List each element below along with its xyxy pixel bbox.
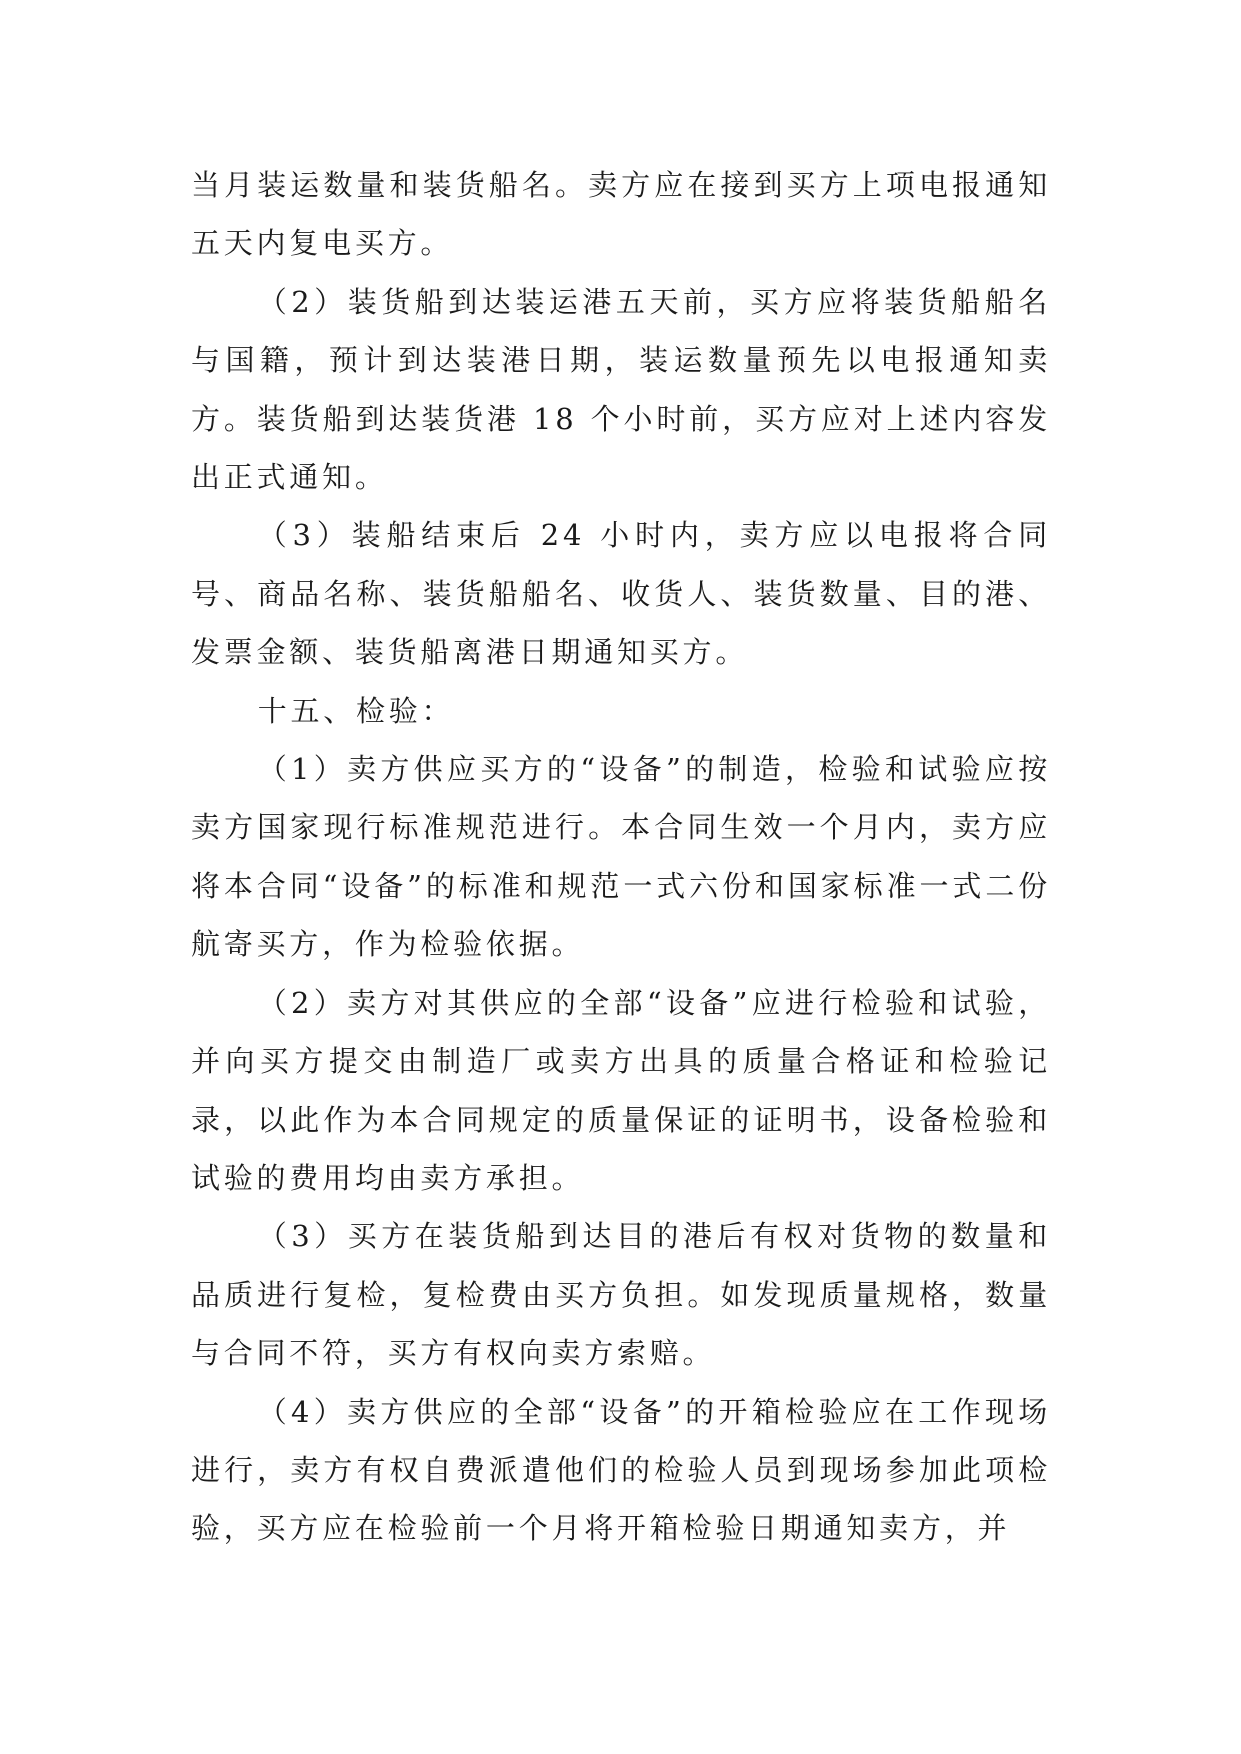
paragraph-inspection-3: （3）买方在装货船到达目的港后有权对货物的数量和品质进行复检，复检费由买方负担。如发现质量规格，数量与合同不符，买方有权向卖方索赔。 — [191, 1219, 1051, 1371]
paragraph-clause-3-loading-notice: （3）装船结束后 24 小时内，卖方应以电报将合同号、商品名称、装货船船名、收货人、装货数量、目的港、发票金额、装货船离港日期通知买方。 — [191, 518, 1051, 670]
paragraph-inspection-4: （4）卖方供应的全部“设备”的开箱检验应在工作现场进行，卖方有权自费派遣他们的检验人员到现场参加此项检验，买方应在检验前一个月将开箱检验日期通知卖方，并 — [191, 1394, 1051, 1546]
paragraph-clause-2-vessel-notice: （2）装货船到达装运港五天前，买方应将装货船船名与国籍，预计到达装港日期，装运数量预先以电报通知卖方。装货船到达装货港 18 个小时前，买方应对上述内容发出正式通知。 — [191, 284, 1051, 495]
paragraph-shipment-continued: 当月装运数量和装货船名。卖方应在接到买方上项电报通知五天内复电买方。 — [191, 168, 1051, 261]
document-body — [191, 156, 1051, 1558]
paragraph-inspection-2: （2）卖方对其供应的全部“设备”应进行检验和试验，并向买方提交由制造厂或卖方出具的质量合格证和检验记录，以此作为本合同规定的质量保证的证明书，设备检验和试验的费用均由卖方承担。 — [191, 985, 1051, 1195]
paragraph-inspection-1: （1）卖方供应买方的“设备”的制造，检验和试验应按卖方国家现行标准规范进行。本合同生效一个月内，卖方应将本合同“设备”的标准和规范一式六份和国家标准一式二份航寄买方，作为检验依据。 — [191, 752, 1051, 962]
section-heading-inspection: 十五、检验： — [257, 693, 455, 728]
